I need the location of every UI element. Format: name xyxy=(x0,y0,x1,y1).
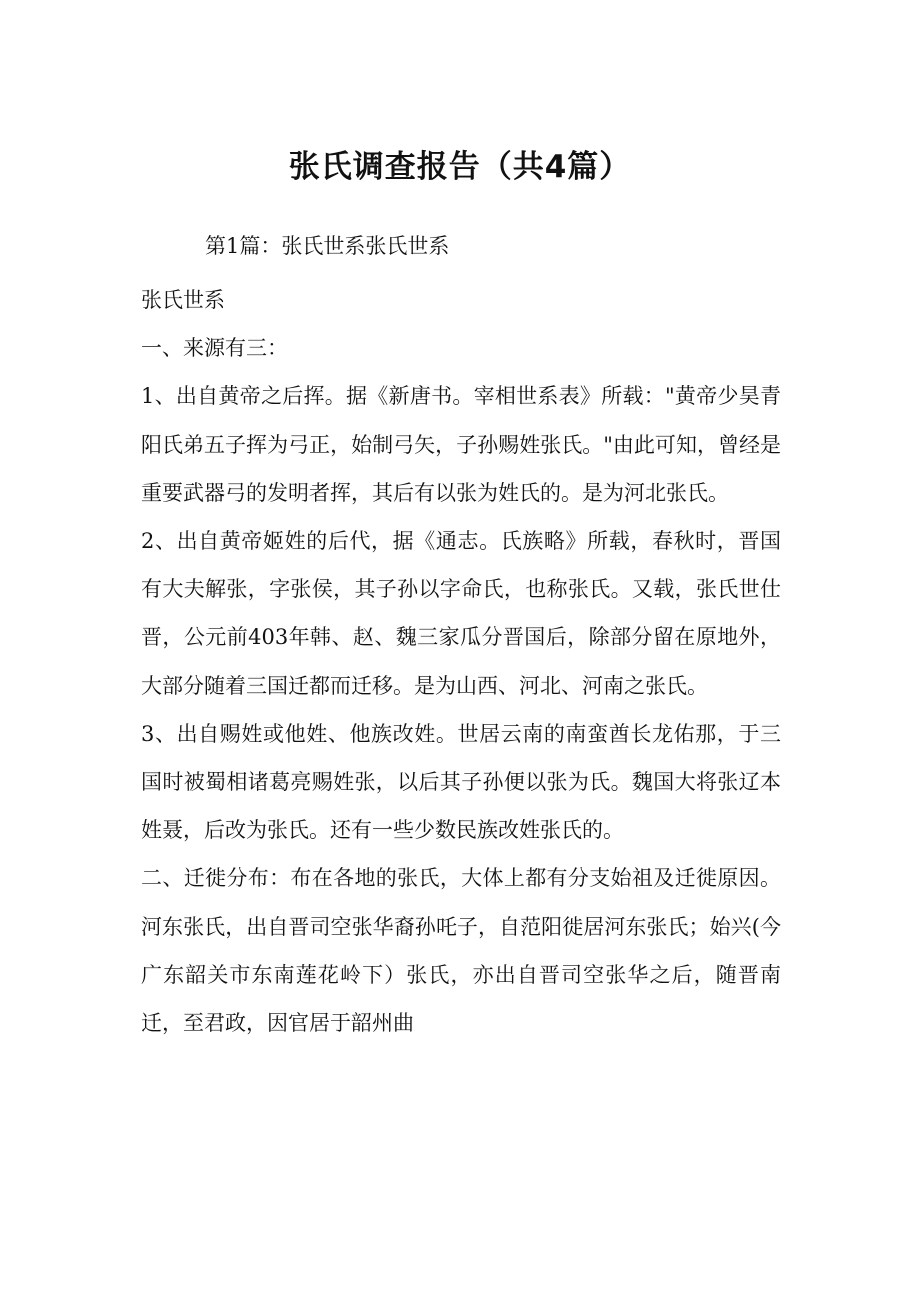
paragraph-lineage-heading: 张氏世系 xyxy=(141,288,225,312)
paragraph-origin-1: 1、出自黄帝之后挥。据《新唐书。宰相世系表》所载："黄帝少昊青阳氏弟五子挥为弓正，始制弓矢，子孙赐姓张氏。"由此可知，曾经是重要武器弓的发明者挥，其后有以张为姓氏的。是为河北张氏。 xyxy=(141,384,781,505)
paragraph-origin-3: 3、出自赐姓或他姓、他族改姓。世居云南的南蛮酋长龙佑那，于三国时被蜀相诸葛亮赐姓张，以后其子孙便以张为氏。魏国大将张辽本姓聂，后改为张氏。还有一些少数民族改姓张氏的。 xyxy=(141,721,781,843)
paragraph-origins-heading: 一、来源有三： xyxy=(141,336,288,361)
document-title: 张氏调查报告（共4篇） xyxy=(288,149,632,185)
section-heading: 第1篇：张氏世系张氏世系 xyxy=(205,234,450,258)
paragraph-origin-2: 2、出自黄帝姬姓的后代，据《通志。氏族略》所载，春秋时，晋国有大夫解张，字张侯，其子孙以字命氏，也称张氏。又载，张氏世仕晋，公元前403年韩、赵、魏三家瓜分晋国后，除部分留在原地外，大部分随着三国迁都而迁移。是为山西、河北、河南之张氏。 xyxy=(141,529,781,698)
paragraph-migration: 二、迁徙分布：布在各地的张氏，大体上都有分支始祖及迁徙原因。 河东张氏，出自晋司空张华裔孙吒子，自范阳徙居河东张氏；始兴(今广东韶关市东南莲花岭下）张氏，亦出自晋司空张华之后，随晋南迁，至君政，因官居于韶州曲 xyxy=(141,866,781,1036)
document-body xyxy=(141,276,781,1047)
